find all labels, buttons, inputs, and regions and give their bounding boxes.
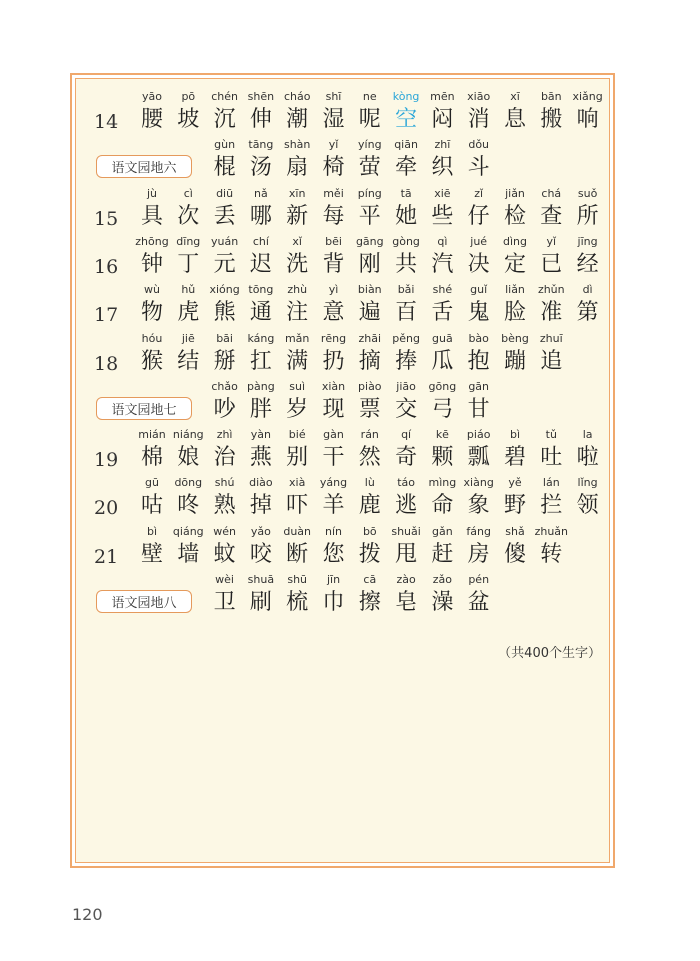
hanzi: 舌: [431, 300, 454, 326]
hanzi: 些: [431, 203, 454, 229]
hanzi: 卫: [213, 590, 236, 615]
pinyin: duàn: [283, 524, 312, 538]
lesson-row: [76, 474, 609, 522]
pinyin: gū: [145, 476, 159, 490]
pinyin: xiē: [434, 186, 451, 200]
pinyin: gǎn: [432, 524, 453, 538]
pinyin: xióng: [209, 283, 240, 297]
hanzi: 娘: [177, 445, 200, 471]
pinyin: ne: [362, 90, 377, 103]
hanzi: 哪: [249, 203, 272, 229]
hanzi: 交: [395, 396, 418, 422]
pinyin: zǎo: [432, 573, 453, 586]
hanzi: 澡: [431, 590, 454, 615]
pinyin: qiáng: [172, 524, 204, 538]
character-table: [75, 78, 610, 863]
pinyin: bèng: [501, 331, 529, 345]
pinyin: zhī: [434, 138, 451, 152]
pinyin: jù: [146, 186, 158, 200]
pinyin: wù: [144, 283, 160, 297]
hanzi: 共: [395, 251, 418, 277]
hanzi: 准: [540, 300, 563, 326]
garden-badge: 语文园地七: [96, 397, 192, 420]
hanzi: 鬼: [467, 300, 490, 326]
pinyin: guā: [432, 331, 453, 345]
hanzi: 胖: [249, 396, 272, 422]
pinyin: zhì: [216, 428, 233, 442]
pinyin: shēn: [247, 90, 275, 103]
pinyin: kòng: [392, 90, 420, 103]
pinyin: jiē: [181, 331, 195, 345]
hanzi: 背: [322, 251, 345, 277]
hanzi: 汤: [249, 155, 272, 181]
pinyin: jīng: [577, 234, 598, 248]
hanzi: 追: [540, 348, 563, 374]
hanzi: 每: [322, 203, 345, 229]
hanzi: 掉: [249, 493, 272, 519]
pinyin: yuán: [210, 234, 239, 248]
pinyin: jué: [470, 234, 488, 248]
pinyin: cì: [183, 186, 193, 200]
hanzi: 熊: [213, 300, 236, 326]
pinyin: jīn: [326, 573, 341, 586]
lesson-number: 15: [94, 207, 119, 230]
pinyin: shuā: [247, 573, 275, 586]
pinyin: wén: [213, 524, 236, 538]
hanzi: 遍: [358, 300, 381, 326]
hanzi: 别: [286, 445, 309, 471]
pinyin: hǔ: [181, 283, 196, 297]
hanzi: 岁: [286, 396, 309, 422]
character-cell: [531, 523, 571, 571]
character-cell: [568, 88, 608, 136]
character-cell: [459, 378, 499, 426]
pinyin: zhuī: [539, 331, 563, 345]
pinyin: gàn: [323, 428, 344, 442]
hanzi: 织: [431, 155, 454, 181]
hanzi: 仔: [467, 203, 490, 229]
pinyin: píng: [357, 186, 382, 200]
pinyin: dōng: [174, 476, 203, 490]
hanzi: 您: [322, 541, 345, 567]
hanzi: 傻: [503, 541, 526, 567]
hanzi: 洗: [286, 251, 309, 277]
hanzi: 物: [140, 300, 163, 326]
pinyin: yáng: [319, 476, 348, 490]
pinyin: zào: [396, 573, 416, 586]
hanzi: 刷: [249, 590, 272, 615]
lesson-row: [76, 185, 609, 233]
pinyin: shī: [325, 90, 342, 103]
pinyin: bào: [468, 331, 489, 345]
hanzi: 鹿: [358, 493, 381, 519]
pinyin: mìng: [428, 476, 457, 490]
pinyin: bō: [362, 524, 377, 538]
hanzi: 抱: [467, 348, 490, 374]
pinyin: qiān: [394, 138, 418, 152]
hanzi: 平: [358, 203, 381, 229]
hanzi: 牵: [395, 155, 418, 181]
pinyin: bēi: [325, 234, 342, 248]
pinyin: xǐ: [292, 234, 302, 248]
hanzi: 棍: [213, 155, 236, 181]
total-characters-note: （共400个生字）: [498, 646, 601, 661]
character-cell: [531, 330, 571, 378]
hanzi: 墙: [177, 541, 200, 567]
hanzi: 捧: [395, 348, 418, 374]
hanzi: 结: [177, 348, 200, 374]
character-cell: [459, 136, 499, 184]
hanzi: 蹦: [503, 348, 526, 374]
pinyin: xiàn: [321, 379, 346, 393]
hanzi: 她: [395, 203, 418, 229]
pinyin: zhāi: [358, 331, 382, 345]
pinyin: cā: [363, 573, 377, 586]
hanzi: 咬: [249, 541, 272, 567]
pinyin: tǔ: [545, 428, 557, 442]
hanzi: 碧: [503, 445, 526, 471]
pinyin: tōng: [248, 283, 274, 297]
hanzi: 第: [576, 300, 599, 326]
page-number: 120: [72, 905, 103, 924]
pinyin: yāo: [142, 90, 162, 103]
hanzi: 决: [467, 251, 490, 277]
lesson-row: [76, 233, 609, 281]
hanzi: 扔: [322, 348, 345, 374]
pinyin: hóu: [141, 331, 163, 345]
hanzi: 房: [467, 541, 490, 567]
pinyin: chí: [252, 234, 269, 248]
pinyin: chén: [211, 90, 238, 103]
garden-row: [76, 136, 609, 184]
hanzi: 转: [540, 541, 563, 567]
hanzi: 空: [395, 107, 418, 132]
hanzi: 百: [395, 300, 418, 326]
pinyin: jiǎn: [505, 186, 525, 200]
hanzi: 象: [467, 493, 490, 519]
pinyin: zhǔn: [537, 283, 565, 297]
hanzi: 甩: [395, 541, 418, 567]
pinyin: mǎn: [284, 331, 310, 345]
pinyin: dì: [582, 283, 593, 297]
pinyin: yàn: [250, 428, 271, 442]
pinyin: wèi: [215, 573, 234, 586]
hanzi: 啦: [576, 445, 599, 471]
pinyin: zhuǎn: [534, 524, 569, 538]
hanzi: 瓜: [431, 348, 454, 374]
hanzi: 咕: [140, 493, 163, 519]
pinyin: dìng: [503, 234, 527, 248]
hanzi: 摘: [358, 348, 381, 374]
hanzi: 扇: [286, 155, 309, 181]
hanzi: 斗: [467, 155, 490, 181]
hanzi: 元: [213, 251, 236, 277]
garden-row: [76, 378, 609, 426]
hanzi: 次: [177, 203, 200, 229]
pinyin: mēn: [430, 90, 455, 103]
pinyin: yì: [328, 283, 339, 297]
hanzi: 燕: [249, 445, 272, 471]
pinyin: xiāo: [467, 90, 491, 103]
lesson-number: 19: [94, 449, 119, 472]
character-cell: [568, 281, 608, 329]
pinyin: xiǎng: [572, 90, 603, 103]
pinyin: shú: [214, 476, 235, 490]
hanzi: 棉: [140, 445, 163, 471]
pinyin: qí: [401, 428, 412, 442]
lesson-number: 20: [94, 497, 119, 520]
pinyin: rēng: [320, 331, 347, 345]
hanzi: 丢: [213, 203, 236, 229]
hanzi: 椅: [322, 155, 345, 181]
pinyin: pō: [181, 90, 196, 103]
hanzi: 湿: [322, 107, 345, 132]
pinyin: gān: [468, 379, 490, 393]
hanzi: 咚: [177, 493, 200, 519]
hanzi: 新: [286, 203, 309, 229]
pinyin: gāng: [355, 234, 384, 248]
hanzi: 扛: [249, 348, 272, 374]
pinyin: xiàng: [463, 476, 494, 490]
lesson-row: [76, 330, 609, 378]
pinyin: shuǎi: [391, 524, 421, 538]
pinyin: liǎn: [505, 283, 525, 297]
hanzi: 梳: [286, 590, 309, 615]
hanzi: 领: [576, 493, 599, 519]
hanzi: 然: [358, 445, 381, 471]
hanzi: 赶: [431, 541, 454, 567]
hanzi: 呢: [358, 107, 381, 132]
pinyin: bāi: [216, 331, 233, 345]
pinyin: bié: [288, 428, 306, 442]
pinyin: tāng: [248, 138, 274, 152]
pinyin: qì: [437, 234, 448, 248]
lesson-row: [76, 426, 609, 474]
pinyin: tā: [400, 186, 412, 200]
hanzi: 检: [503, 203, 526, 229]
hanzi: 皂: [395, 590, 418, 615]
lesson-row: [76, 88, 609, 136]
pinyin: zǐ: [474, 186, 484, 200]
lesson-number: 16: [94, 255, 119, 278]
pinyin: yě: [508, 476, 522, 490]
pinyin: bǎi: [397, 283, 415, 297]
hanzi: 巾: [322, 590, 345, 615]
pinyin: pàng: [247, 379, 275, 393]
pinyin: xī: [510, 90, 520, 103]
garden-badge: 语文园地八: [96, 590, 192, 613]
hanzi: 闷: [431, 107, 454, 132]
pinyin: bì: [146, 524, 158, 538]
hanzi: 擦: [358, 590, 381, 615]
pinyin: zhù: [287, 283, 308, 297]
garden-row: [76, 571, 609, 619]
hanzi: 吓: [286, 493, 309, 519]
hanzi: 票: [358, 396, 381, 422]
hanzi: 猴: [140, 348, 163, 374]
pinyin: bì: [509, 428, 521, 442]
pinyin: niáng: [172, 428, 204, 442]
hanzi: 消: [467, 107, 490, 132]
hanzi: 满: [286, 348, 309, 374]
lesson-row: [76, 281, 609, 329]
pinyin: pěng: [392, 331, 420, 345]
pinyin: suǒ: [577, 186, 598, 200]
pinyin: cháo: [283, 90, 311, 103]
pinyin: pén: [468, 573, 490, 586]
hanzi: 治: [213, 445, 236, 471]
pinyin: guǐ: [470, 283, 488, 297]
hanzi: 定: [503, 251, 526, 277]
pinyin: měi: [323, 186, 344, 200]
hanzi: 腰: [140, 107, 163, 132]
pinyin: diào: [249, 476, 273, 490]
pinyin: shàn: [283, 138, 311, 152]
hanzi: 迟: [249, 251, 272, 277]
hanzi: 意: [322, 300, 345, 326]
pinyin: mián: [138, 428, 166, 442]
hanzi: 钟: [140, 251, 163, 277]
hanzi: 沉: [213, 107, 236, 132]
hanzi: 羊: [322, 493, 345, 519]
hanzi: 命: [431, 493, 454, 519]
hanzi: 虎: [177, 300, 200, 326]
pinyin: la: [582, 428, 593, 442]
hanzi: 掰: [213, 348, 236, 374]
pinyin: yǐ: [546, 234, 557, 248]
character-table-frame: [70, 73, 615, 868]
pinyin: jiāo: [396, 379, 416, 393]
pinyin: chá: [541, 186, 562, 200]
character-cell: [459, 571, 499, 619]
lesson-number: 21: [94, 545, 119, 568]
pinyin: xīn: [288, 186, 306, 200]
hanzi: 吵: [213, 396, 236, 422]
garden-badge: 语文园地六: [96, 155, 192, 178]
hanzi: 蚊: [213, 541, 236, 567]
hanzi: 断: [286, 541, 309, 567]
hanzi: 经: [576, 251, 599, 277]
lesson-row: [76, 523, 609, 571]
pinyin: dǒu: [468, 138, 490, 152]
lesson-number: 17: [94, 304, 119, 327]
hanzi: 坡: [177, 107, 200, 132]
hanzi: 通: [249, 300, 272, 326]
character-cell: [568, 474, 608, 522]
pinyin: shū: [287, 573, 308, 586]
hanzi: 息: [503, 107, 526, 132]
pinyin: gōng: [428, 379, 457, 393]
pinyin: nín: [325, 524, 342, 538]
pinyin: lù: [364, 476, 375, 490]
pinyin: zhōng: [135, 234, 169, 248]
hanzi: 响: [576, 107, 599, 132]
hanzi: 壁: [140, 541, 163, 567]
hanzi: 汽: [431, 251, 454, 277]
hanzi: 拦: [540, 493, 563, 519]
hanzi: 熟: [213, 493, 236, 519]
hanzi: 搬: [540, 107, 563, 132]
hanzi: 盆: [467, 590, 490, 615]
pinyin: diū: [216, 186, 234, 200]
pinyin: nǎ: [254, 186, 268, 200]
pinyin: káng: [247, 331, 275, 345]
hanzi: 已: [540, 251, 563, 277]
character-cell: [568, 233, 608, 281]
lesson-number: 14: [94, 111, 119, 133]
hanzi: 逃: [395, 493, 418, 519]
pinyin: fáng: [466, 524, 491, 538]
pinyin: piào: [358, 379, 382, 393]
hanzi: 现: [322, 396, 345, 422]
pinyin: yǎo: [250, 524, 271, 538]
pinyin: rán: [360, 428, 379, 442]
hanzi: 吐: [540, 445, 563, 471]
pinyin: gòng: [392, 234, 420, 248]
pinyin: yíng: [358, 138, 382, 152]
hanzi: 潮: [286, 107, 309, 132]
hanzi: 弓: [431, 396, 454, 422]
hanzi: 甘: [467, 396, 490, 422]
hanzi: 瓢: [467, 445, 490, 471]
pinyin: xià: [289, 476, 306, 490]
pinyin: piáo: [466, 428, 491, 442]
pinyin: dīng: [176, 234, 201, 248]
hanzi: 干: [322, 445, 345, 471]
hanzi: 颗: [431, 445, 454, 471]
character-cell: [568, 426, 608, 474]
pinyin: shǎ: [505, 524, 525, 538]
pinyin: yǐ: [328, 138, 339, 152]
pinyin: gùn: [214, 138, 236, 152]
hanzi: 具: [140, 203, 163, 229]
hanzi: 萤: [358, 155, 381, 181]
hanzi: 查: [540, 203, 563, 229]
pinyin: biàn: [357, 283, 382, 297]
pinyin: lǐng: [577, 476, 598, 490]
pinyin: chǎo: [211, 379, 238, 393]
hanzi: 丁: [177, 251, 200, 277]
hanzi: 伸: [249, 107, 272, 132]
pinyin: bān: [540, 90, 562, 103]
hanzi: 所: [576, 203, 599, 229]
hanzi: 注: [286, 300, 309, 326]
pinyin: lán: [542, 476, 560, 490]
pinyin: táo: [397, 476, 415, 490]
lesson-number: 18: [94, 352, 119, 375]
pinyin: suì: [289, 379, 306, 393]
hanzi: 刚: [358, 251, 381, 277]
character-cell: [568, 185, 608, 233]
pinyin: kē: [435, 428, 449, 442]
hanzi: 拨: [358, 541, 381, 567]
pinyin: shé: [432, 283, 453, 297]
hanzi: 脸: [503, 300, 526, 326]
hanzi: 野: [503, 493, 526, 519]
hanzi: 奇: [395, 445, 418, 471]
